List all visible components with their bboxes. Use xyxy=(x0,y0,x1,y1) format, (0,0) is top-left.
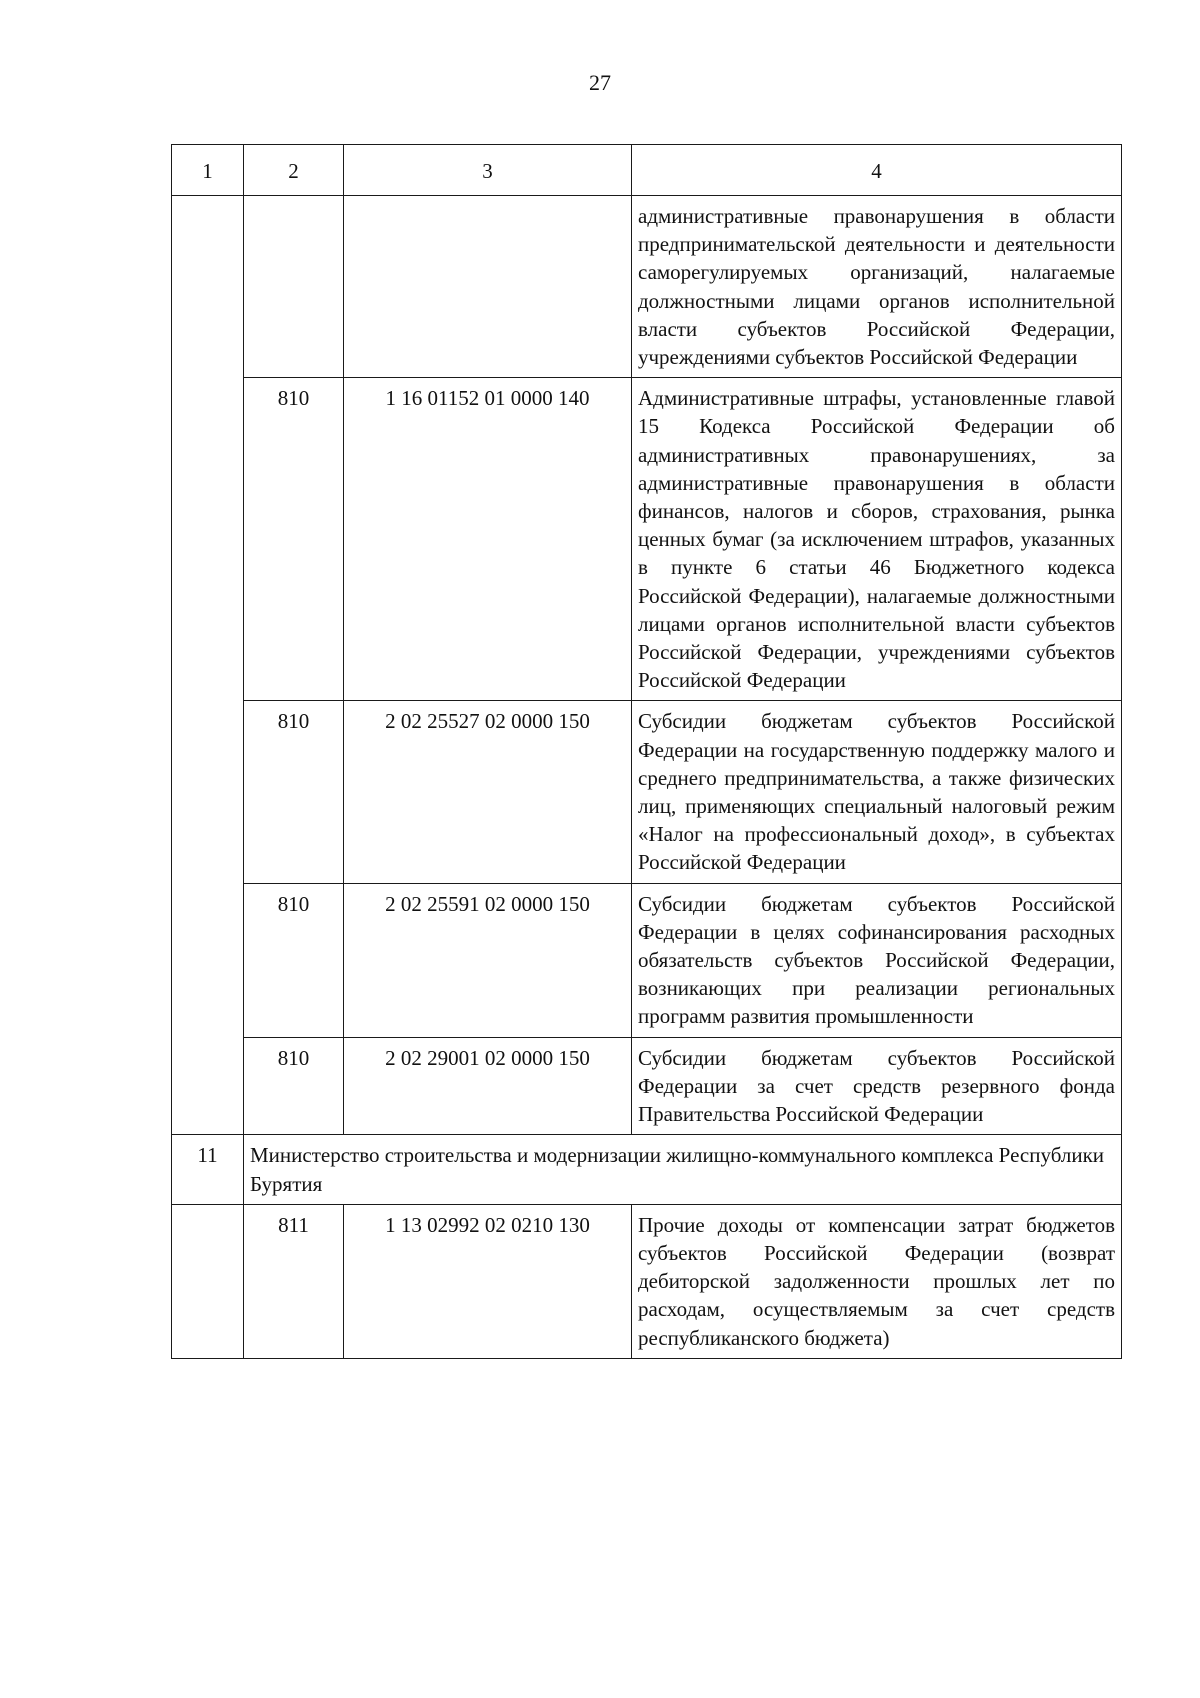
revenue-description-cell: Административные штрафы, установленные главой 15 Кодекса Российской Федерации об административных правонарушениях, за административные правонарушения в области финансов, налогов и сборов, страхования, рынка ценных бумаг (за исключением штрафов, указанных в пункте 6 статьи 46 Бюджетного кодекса Российской Федерации), налагаемые должностными лицами органов исполнительной власти субъектов Российской Федерации, учреждениями субъектов Российской Федерации xyxy=(632,378,1122,701)
column-header-3: 3 xyxy=(344,145,632,196)
admin-code-cell: 810 xyxy=(244,701,344,883)
section-header-row xyxy=(172,1135,1122,1204)
table-row xyxy=(172,196,1122,378)
section-number-cell xyxy=(172,196,244,1135)
admin-code-cell: 810 xyxy=(244,1037,344,1135)
page-number: 27 xyxy=(589,70,611,95)
table-row xyxy=(172,883,1122,1037)
revenue-code-cell xyxy=(344,196,632,378)
column-header-1: 1 xyxy=(172,145,244,196)
revenue-description-cell: административные правонарушения в области предпринимательской деятельности и деятельности саморегулируемых организаций, налагаемые должностными лицами органов исполнительной власти субъектов Российской Федерации, учреждениями субъектов Российской Федерации xyxy=(632,196,1122,378)
section-number-cell xyxy=(172,1204,244,1358)
revenue-code-cell: 2 02 25591 02 0000 150 xyxy=(344,883,632,1037)
revenue-classification-table xyxy=(171,144,1122,1359)
revenue-description-cell: Субсидии бюджетам субъектов Российской Федерации за счет средств резервного фонда Правительства Российской Федерации xyxy=(632,1037,1122,1135)
section-organization-name: Министерство строительства и модернизации жилищно-коммунального комплекса Республики Бурятия xyxy=(244,1135,1122,1204)
admin-code-cell: 810 xyxy=(244,378,344,701)
revenue-code-cell: 1 13 02992 02 0210 130 xyxy=(344,1204,632,1358)
table-row xyxy=(172,1037,1122,1135)
section-number: 11 xyxy=(172,1135,244,1204)
table-row xyxy=(172,701,1122,883)
table-row xyxy=(172,1204,1122,1358)
admin-code-cell xyxy=(244,196,344,378)
revenue-description-cell: Прочие доходы от компенсации затрат бюджетов субъектов Российской Федерации (возврат дебиторской задолженности прошлых лет по расходам, осуществляемым за счет средств республиканского бюджета) xyxy=(632,1204,1122,1358)
table-header-row xyxy=(172,145,1122,196)
revenue-code-cell: 2 02 29001 02 0000 150 xyxy=(344,1037,632,1135)
revenue-description-cell: Субсидии бюджетам субъектов Российской Федерации на государственную поддержку малого и среднего предпринимательства, а также физических лиц, применяющих специальный налоговый режим «Налог на профессиональный доход», в субъектах Российской Федерации xyxy=(632,701,1122,883)
column-header-2: 2 xyxy=(244,145,344,196)
admin-code-cell: 811 xyxy=(244,1204,344,1358)
column-header-4: 4 xyxy=(632,145,1122,196)
table-row xyxy=(172,378,1122,701)
revenue-code-cell: 1 16 01152 01 0000 140 xyxy=(344,378,632,701)
revenue-description-cell: Субсидии бюджетам субъектов Российской Федерации в целях софинансирования расходных обязательств субъектов Российской Федерации, возникающих при реализации региональных программ развития промышленности xyxy=(632,883,1122,1037)
admin-code-cell: 810 xyxy=(244,883,344,1037)
revenue-code-cell: 2 02 25527 02 0000 150 xyxy=(344,701,632,883)
